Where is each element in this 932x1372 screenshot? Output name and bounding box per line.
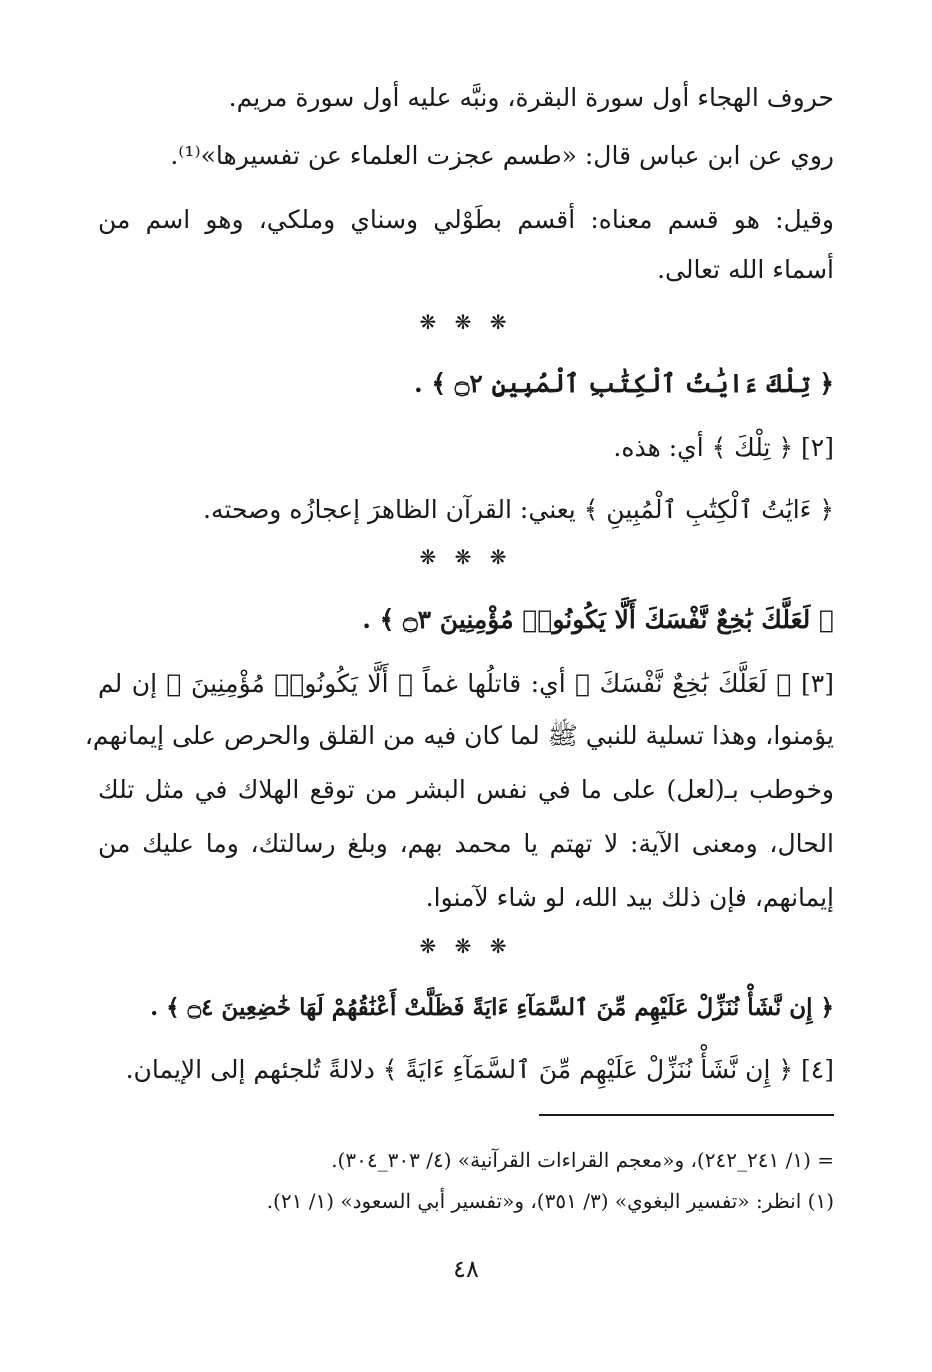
quran-verse: ﴿ لَعَلَّكَ بَٰخِعٌ نَّفْسَكَ أَلَّا يَكُونُوا۟ مُؤْمِنِينَ ۝٣ ﴾ . bbox=[362, 605, 834, 634]
text-line: [٢] ﴿ تِلْكَ ﴾ أي: هذه. bbox=[613, 433, 834, 462]
text-line: يؤمنوا، وهذا تسلية للنبي ﷺ لما كان فيه من القلق والحرص على إيمانهم، bbox=[84, 721, 834, 750]
text-line: إيمانهم، فإن ذلك بيد الله، لو شاء لآمنوا. bbox=[425, 883, 834, 912]
text-line: حروف الهجاء أول سورة البقرة، ونبَّه عليه أول سورة مريم. bbox=[228, 83, 834, 112]
text-line: أسماء الله تعالى. bbox=[657, 255, 834, 284]
footnote: (١) انظر: «تفسير البغوي» (٣/ ٣٥١)، و«تفسير أبي السعود» (١/ ٢١). bbox=[266, 1189, 834, 1213]
page-number: ٤٨ bbox=[453, 1255, 479, 1283]
text-line: وخوطب بـ(لعل) على ما في نفس البشر من توقع الهلاك في مثل تلك bbox=[98, 775, 834, 804]
quran-verse: ﴿ تِلْكَ ءَايَٰتُ ٱلْكِتَٰبِ ٱلْمُبِينِ ۝٢ ﴾ . bbox=[414, 369, 834, 398]
section-divider-stars: ❋ ❋ ❋ bbox=[419, 934, 513, 958]
text-line: [٤] ﴿ إِن نَّشَأْ نُنَزِّلْ عَلَيْهِم مِّنَ ٱلسَّمَآءِ ءَايَةً ﴾ دلالةً تُلجئهم إلى الإيمان. bbox=[125, 1055, 834, 1084]
footnote-separator bbox=[539, 1114, 834, 1116]
text-line: ﴿ ءَايَٰتُ ٱلْكِتَٰبِ ٱلْمُبِينِ ﴾ يعني: القرآن الظاهرَ إعجازُه وصحته. bbox=[203, 495, 834, 524]
footnote-continuation: = (١/ ٢٤١_٢٤٢)، و«معجم القراءات القرآنية» (٤/ ٣٠٣_٣٠٤). bbox=[331, 1148, 834, 1172]
text-line: الحال، ومعنى الآية: لا تهتم يا محمد بهم، وبلغ رسالتك، وما عليك من bbox=[98, 829, 834, 858]
section-divider-stars: ❋ ❋ ❋ bbox=[419, 545, 513, 569]
section-divider-stars: ❋ ❋ ❋ bbox=[419, 310, 513, 334]
text-line: [٣] ﴿ لَعَلَّكَ بَٰخِعٌ نَّفْسَكَ ﴾ أي: قاتلُها غماً ﴿ أَلَّا يَكُونُوا۟ مُؤْمِنِينَ ﴾ إن لم bbox=[98, 669, 834, 698]
text-line: وقيل: هو قسم معناه: أقسم بطَوْلي وسناي وملكي، وهو اسم من bbox=[98, 205, 834, 234]
quran-verse: ﴿ إِن نَّشَأْ نُنَزِّلْ عَلَيْهِم مِّنَ ٱلسَّمَآءِ ءَايَةً فَظَلَّتْ أَعْنَٰقُهُمْ لَهَا خَٰضِعِينَ ۝٤ ﴾ . bbox=[150, 994, 834, 1021]
text-line: روي عن ابن عباس قال: «طسم عجزت العلماء عن تفسيرها»⁽¹⁾. bbox=[170, 141, 834, 170]
